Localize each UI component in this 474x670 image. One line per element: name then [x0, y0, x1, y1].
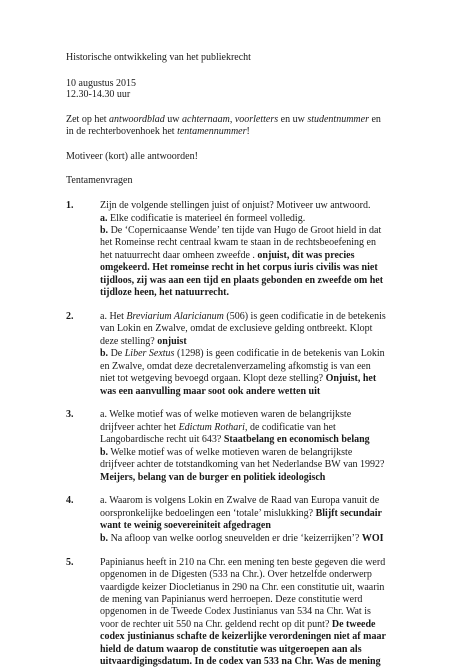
q2-answer-line-7: was een aanvulling maar soot ook andere wetten uit [100, 385, 321, 397]
q5-answer-line-7: codex justinianus schafte de keizerlijke verordeningen niet af maar [100, 631, 386, 643]
exam-time: 12.30-14.30 uur [66, 89, 131, 101]
exam-date: 10 augustus 2015 [66, 77, 136, 89]
q5-answer-line-9: uitvaardigingsdatum. In de codex van 533 na Chr. Was de mening [100, 656, 381, 667]
q2-line-1: a. Het Breviarium Alaricianum (506) is geen codificatie in de betekenis [100, 311, 386, 322]
q1-line-3: b. De ‘Copernicaanse Wende’ ten tijde van Hugo de Groot hield in dat [100, 225, 382, 236]
q1-line-2: a. Elke codificatie is materieel én formeel volledig. [100, 212, 306, 224]
q1-line-5: het natuurrecht daar omheen zweefde . onjuist, dit was precies [100, 249, 355, 261]
q2-line-5: en Zwalve, omdat deze decretalenverzameling afkomstig is van een [100, 360, 371, 372]
question-number-2: 2. [66, 311, 74, 322]
q4-answer-line-3: want te weinig soevereiniteit afgedragen [100, 520, 271, 532]
motiveer-instruction: Motiveer (kort) alle antwoorden! [66, 151, 198, 163]
question-number-4: 4. [66, 495, 74, 507]
section-heading: Tentamenvragen [66, 175, 133, 187]
q3-line-5: drijfveer achter de totstandkoming van het Nederlandse BW van 1992? [100, 459, 385, 471]
q1-answer-line-6: omgekeerd. Het romeinse recht in het corpus iuris civilis was niet [100, 262, 378, 274]
q3-line-1: a. Welke motief was of welke motieven waren de belangrijkste [100, 409, 352, 421]
q3-line-2: drijfveer achter het Edictum Rothari, de codificatie van het [100, 421, 336, 433]
exam-title: Historische ontwikkeling van het publiekrecht [66, 52, 251, 63]
q1-answer-line-7: tijdloos, zij was aan een tijd en plaats gebonden en zweefde om het [100, 274, 384, 286]
q5-line-4: de mening van Papinianus werd herroepen. Deze constitutie werd [100, 593, 363, 605]
instruction-line-2: in de rechterbovenhoek het tentamennummer! [66, 125, 250, 137]
instruction-line-1: Zet op het antwoordblad uw achternaam, voorletters en uw studentnummer en [66, 114, 381, 126]
q5-line-3: vaardigde keizer Diocletianus in 290 na Chr. een constitutie uit, waarin [100, 581, 385, 593]
q3-line-3: Langobardische recht uit 643? Staatbelang en economisch belang [100, 434, 370, 446]
q2-line-2: van Lokin en Zwalve, omdat de exclusieve gelding ontbreekt. Klopt [100, 323, 373, 335]
question-number-5: 5. [66, 556, 74, 568]
q5-line-2: opgenomen in de Digesten (533 na Chr.). Over hetzelfde onderwerp [100, 569, 372, 580]
q5-answer-line-8: hield de datum waarop de constitutie was uitgeroepen aan als [100, 643, 362, 655]
question-number-1: 1. [66, 200, 74, 212]
q3-line-4: b. Welke motief was of welke motieven waren de belangrijkste [100, 446, 353, 458]
q1-line-1: Zijn de volgende stellingen juist of onjuist? Motiveer uw antwoord. [100, 200, 371, 212]
q3-answer-line-6: Meijers, belang van de burger en politiek ideologisch [100, 471, 326, 483]
q5-line-5: opgenomen in de Tweede Codex Justinianus van 534 na Chr. Wat is [100, 606, 371, 618]
q2-line-3: deze stelling? onjuist [100, 335, 187, 347]
q2-line-6: niet tot wetgeving bevoegd orgaan. Klopt deze stelling? Onjuist, het [100, 373, 377, 385]
q4-line-4: b. Na afloop van welke oorlog sneuvelden er drie ‘keizerrijken’? WOI [100, 532, 384, 544]
q4-line-1: a. Waarom is volgens Lokin en Zwalve de Raad van Europa vanuit de [100, 495, 380, 507]
q1-answer-line-8: tijdloze heen, het natuurrecht. [100, 287, 229, 299]
q1-line-4: het Romeinse recht centraal kwam te staan in de rechtsbeoefening en [100, 237, 376, 249]
q4-line-2: oorspronkelijke bedoelingen een ‘totale’ mislukking? Blijft secundair [100, 507, 382, 519]
question-number-3: 3. [66, 409, 74, 421]
q5-line-6: voor de rechter uit 550 na Chr. geldend recht op dit punt? De tweede [100, 618, 376, 630]
q2-line-4: b. De Liber Sextus (1298) is geen codificatie in de betekenis van Lokin [100, 348, 385, 360]
q5-line-1: Papinianus heeft in 210 na Chr. een mening ten beste gegeven die werd [100, 556, 386, 568]
